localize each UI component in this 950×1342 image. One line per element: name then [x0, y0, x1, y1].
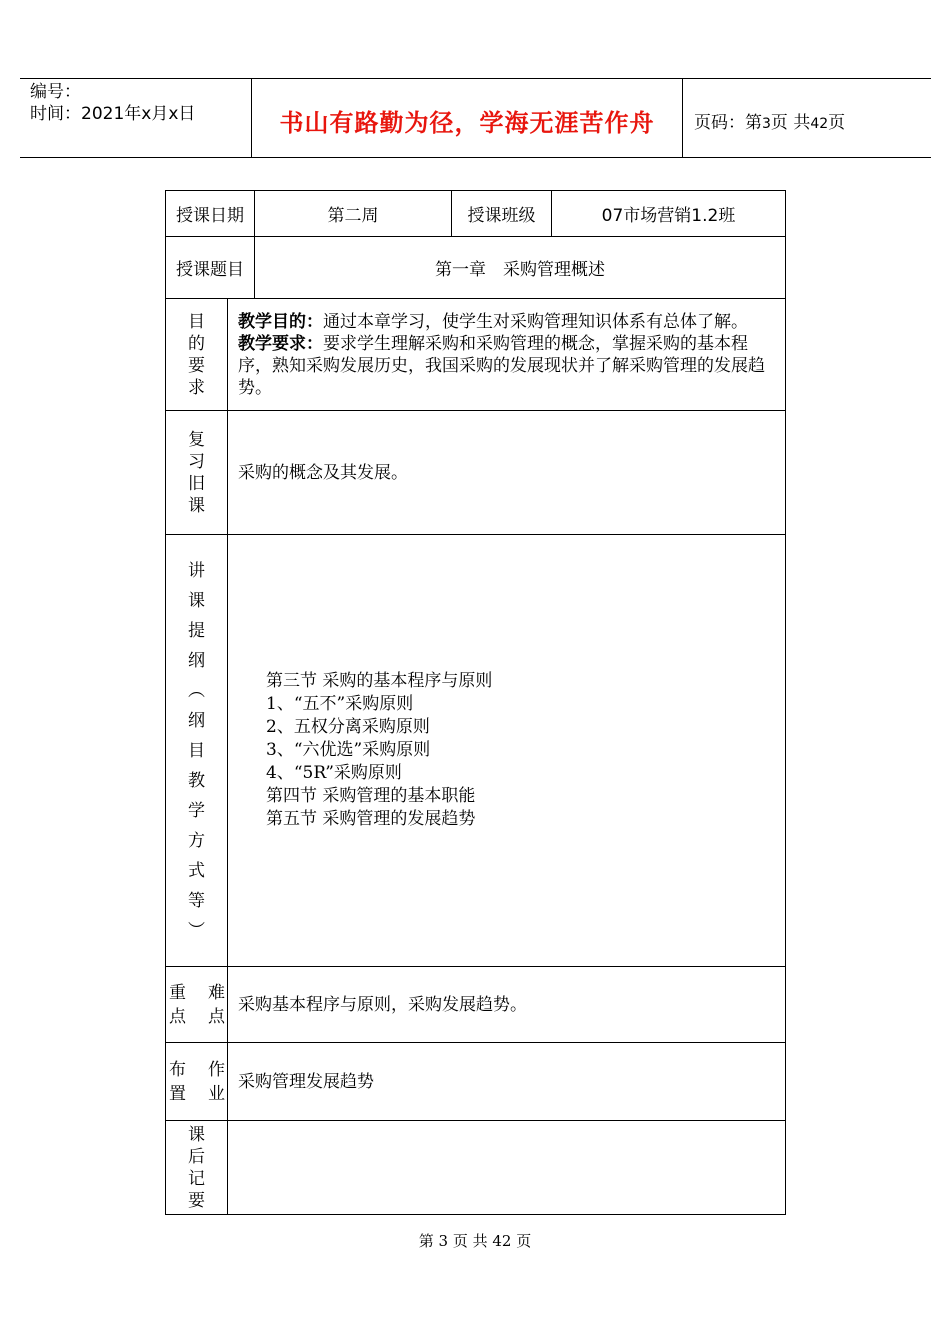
page-footer: 第 3 页 共 42 页 [418, 1232, 532, 1250]
lecture-label-char: ︵ [188, 680, 205, 701]
goals-label-char: 求 [188, 377, 205, 398]
lesson-plan-table [165, 190, 786, 1215]
notes-label-char: 记 [188, 1168, 205, 1189]
lecture-label-char: 学 [188, 800, 205, 821]
notes-label-char: 课 [188, 1124, 205, 1145]
review-label-char: 习 [188, 451, 205, 472]
review-label-char: 复 [188, 429, 205, 450]
lecture-label-char: 目 [188, 740, 205, 761]
outline-line: 1、“五不”采购原则 [266, 694, 414, 714]
lecture-label-char: 方 [188, 830, 205, 851]
motto: 书山有路勤为径，学海无涯苦作舟 [279, 109, 655, 137]
page-code [694, 108, 845, 133]
topic-label: 授课题目 [166, 237, 255, 299]
goals-require-label: 教学要求： [238, 333, 323, 354]
key-points-text: 采购基本程序与原则，采购发展趋势。 [228, 967, 786, 1043]
goals-label [166, 299, 228, 411]
key-label-char: 重 [169, 982, 186, 1003]
homework-text: 采购管理发展趋势 [228, 1043, 786, 1121]
date-label: 授课日期 [166, 191, 255, 237]
lecture-label-char: 提 [188, 620, 205, 641]
homework-label-char: 业 [208, 1083, 225, 1104]
goals-content [228, 299, 786, 411]
goals-purpose-text: 通过本章学习，使学生对采购管理知识体系有总体了解。 [323, 311, 748, 332]
lecture-label-char: 等 [188, 890, 205, 911]
notes-label [166, 1121, 228, 1215]
outline-line: 第四节 采购管理的基本职能 [266, 786, 476, 806]
outline-line: 4、“5R”采购原则 [266, 763, 402, 783]
goals-require-text: 要求学生理解采购和采购管理的概念，掌握采购的基本程序，熟知采购发展历史，我国采购的发展现状并了解采购管理的发展趋势。 [238, 333, 765, 398]
lecture-label-char: 纲 [188, 650, 205, 671]
page-code-mid: 页 共 [770, 113, 811, 133]
lecture-label-char: ︶ [188, 920, 205, 941]
header-page-cell [682, 79, 931, 157]
lecture-label-char: 纲 [188, 710, 205, 731]
goals-purpose-label: 教学目的： [238, 311, 323, 332]
notes-text [228, 1121, 786, 1215]
lecture-label [166, 535, 228, 967]
notes-label-char: 后 [188, 1146, 205, 1167]
class-value: 07市场营销1.2班 [552, 191, 786, 237]
table-row [166, 411, 786, 535]
date-value: 第二周 [255, 191, 452, 237]
table-row [166, 237, 786, 299]
lecture-label-char: 讲 [188, 560, 205, 581]
table-row [166, 1121, 786, 1215]
table-row [166, 299, 786, 411]
key-label-char: 点 [169, 1006, 186, 1027]
time-label: 时间：2021年x月x日 [30, 104, 196, 124]
homework-label-char: 作 [208, 1059, 225, 1080]
header-motto-cell [251, 79, 683, 157]
page-code-prefix: 页码：第 [694, 113, 762, 133]
outline-line: 第五节 采购管理的发展趋势 [266, 809, 476, 829]
key-points-label [166, 967, 228, 1043]
homework-label [166, 1043, 228, 1121]
goals-require [238, 333, 777, 399]
page-code-suffix: 页 [828, 113, 846, 133]
outline-line: 3、“六优选”采购原则 [266, 740, 431, 760]
table-row [166, 535, 786, 967]
notes-label-char: 要 [188, 1190, 205, 1211]
page-code-current: 3 [762, 116, 771, 132]
review-label-char: 课 [188, 495, 205, 516]
outline-line: 2、五权分离采购原则 [266, 717, 430, 737]
lecture-label-char: 式 [188, 860, 205, 881]
page-header [20, 78, 931, 158]
lecture-outline [228, 535, 786, 967]
key-label-char: 点 [208, 1006, 225, 1027]
review-label-char: 旧 [188, 473, 205, 494]
key-label-char: 难 [208, 982, 225, 1003]
homework-label-char: 置 [169, 1083, 186, 1104]
table-row [166, 1043, 786, 1121]
goals-label-char: 的 [188, 333, 205, 354]
header-info-cell [20, 79, 251, 157]
goals-purpose [238, 311, 777, 333]
table-row [166, 967, 786, 1043]
lecture-label-char: 教 [188, 770, 205, 791]
goals-label-char: 要 [188, 355, 205, 376]
review-label [166, 411, 228, 535]
goals-label-char: 目 [188, 311, 205, 332]
outline-line: 第三节 采购的基本程序与原则 [266, 671, 493, 691]
topic-value: 第一章 采购管理概述 [255, 237, 786, 299]
table-row [166, 191, 786, 237]
review-text: 采购的概念及其发展。 [228, 411, 786, 535]
serial-label: 编号： [30, 82, 81, 102]
page-code-total: 42 [810, 116, 829, 132]
lecture-label-char: 课 [188, 590, 205, 611]
class-label: 授课班级 [452, 191, 552, 237]
homework-label-char: 布 [169, 1059, 186, 1080]
